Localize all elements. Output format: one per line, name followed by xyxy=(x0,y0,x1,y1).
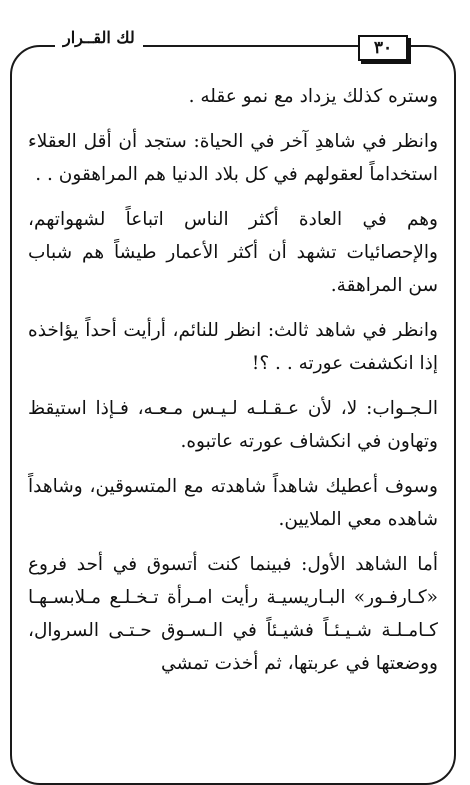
paragraph-1: وستره كذلك يزداد مع نمو عقله . xyxy=(188,86,438,107)
paragraph-7: أما الشاهد الأول: فبينما كنت أتسوق في أحد فروع «كـارفـور» البـاريسيـة رأيت امـرأة تـخـلـع مـلابسـهـا كـامـلـة شـيـئـاً فشيـئاً في الـسـوق حـتـى السروال، ووضعتها في عربتها، ثم أخذت تمشي xyxy=(28,554,438,674)
paragraph-4: وانظر في شاهد ثالث: انظر للنائم، أرأيت أحداً يؤاخذه إذا انكشفت عورته . . ؟! xyxy=(28,320,438,374)
paragraph-6: وسوف أعطيك شاهداً شاهدته مع المتسوقين، وشاهداً شاهده معي الملايين. xyxy=(28,476,438,530)
running-header-title: لك القــرار xyxy=(55,26,143,50)
page-number: ٣٠ xyxy=(373,38,393,58)
page-number-box xyxy=(358,35,408,61)
page-body-text xyxy=(28,80,438,680)
paragraph-5: الـجـواب: لا، لأن عـقـلـه لـيـس مـعـه، فـإذا استيقظ وتهاون في انكشاف عورته عاتبوه. xyxy=(28,398,438,452)
paragraph-2: وانظر في شاهدِ آخر في الحياة: ستجد أن أقل العقلاء استخداماً لعقولهم في كل بلاد الدنيا هم المراهقون . . xyxy=(28,131,438,185)
paragraph-3: وهم في العادة أكثر الناس اتباعاً لشهواتهم، والإحصائيات تشهد أن أكثر الأعمار طيشاً هم شباب سن المراهقة. xyxy=(28,209,438,296)
